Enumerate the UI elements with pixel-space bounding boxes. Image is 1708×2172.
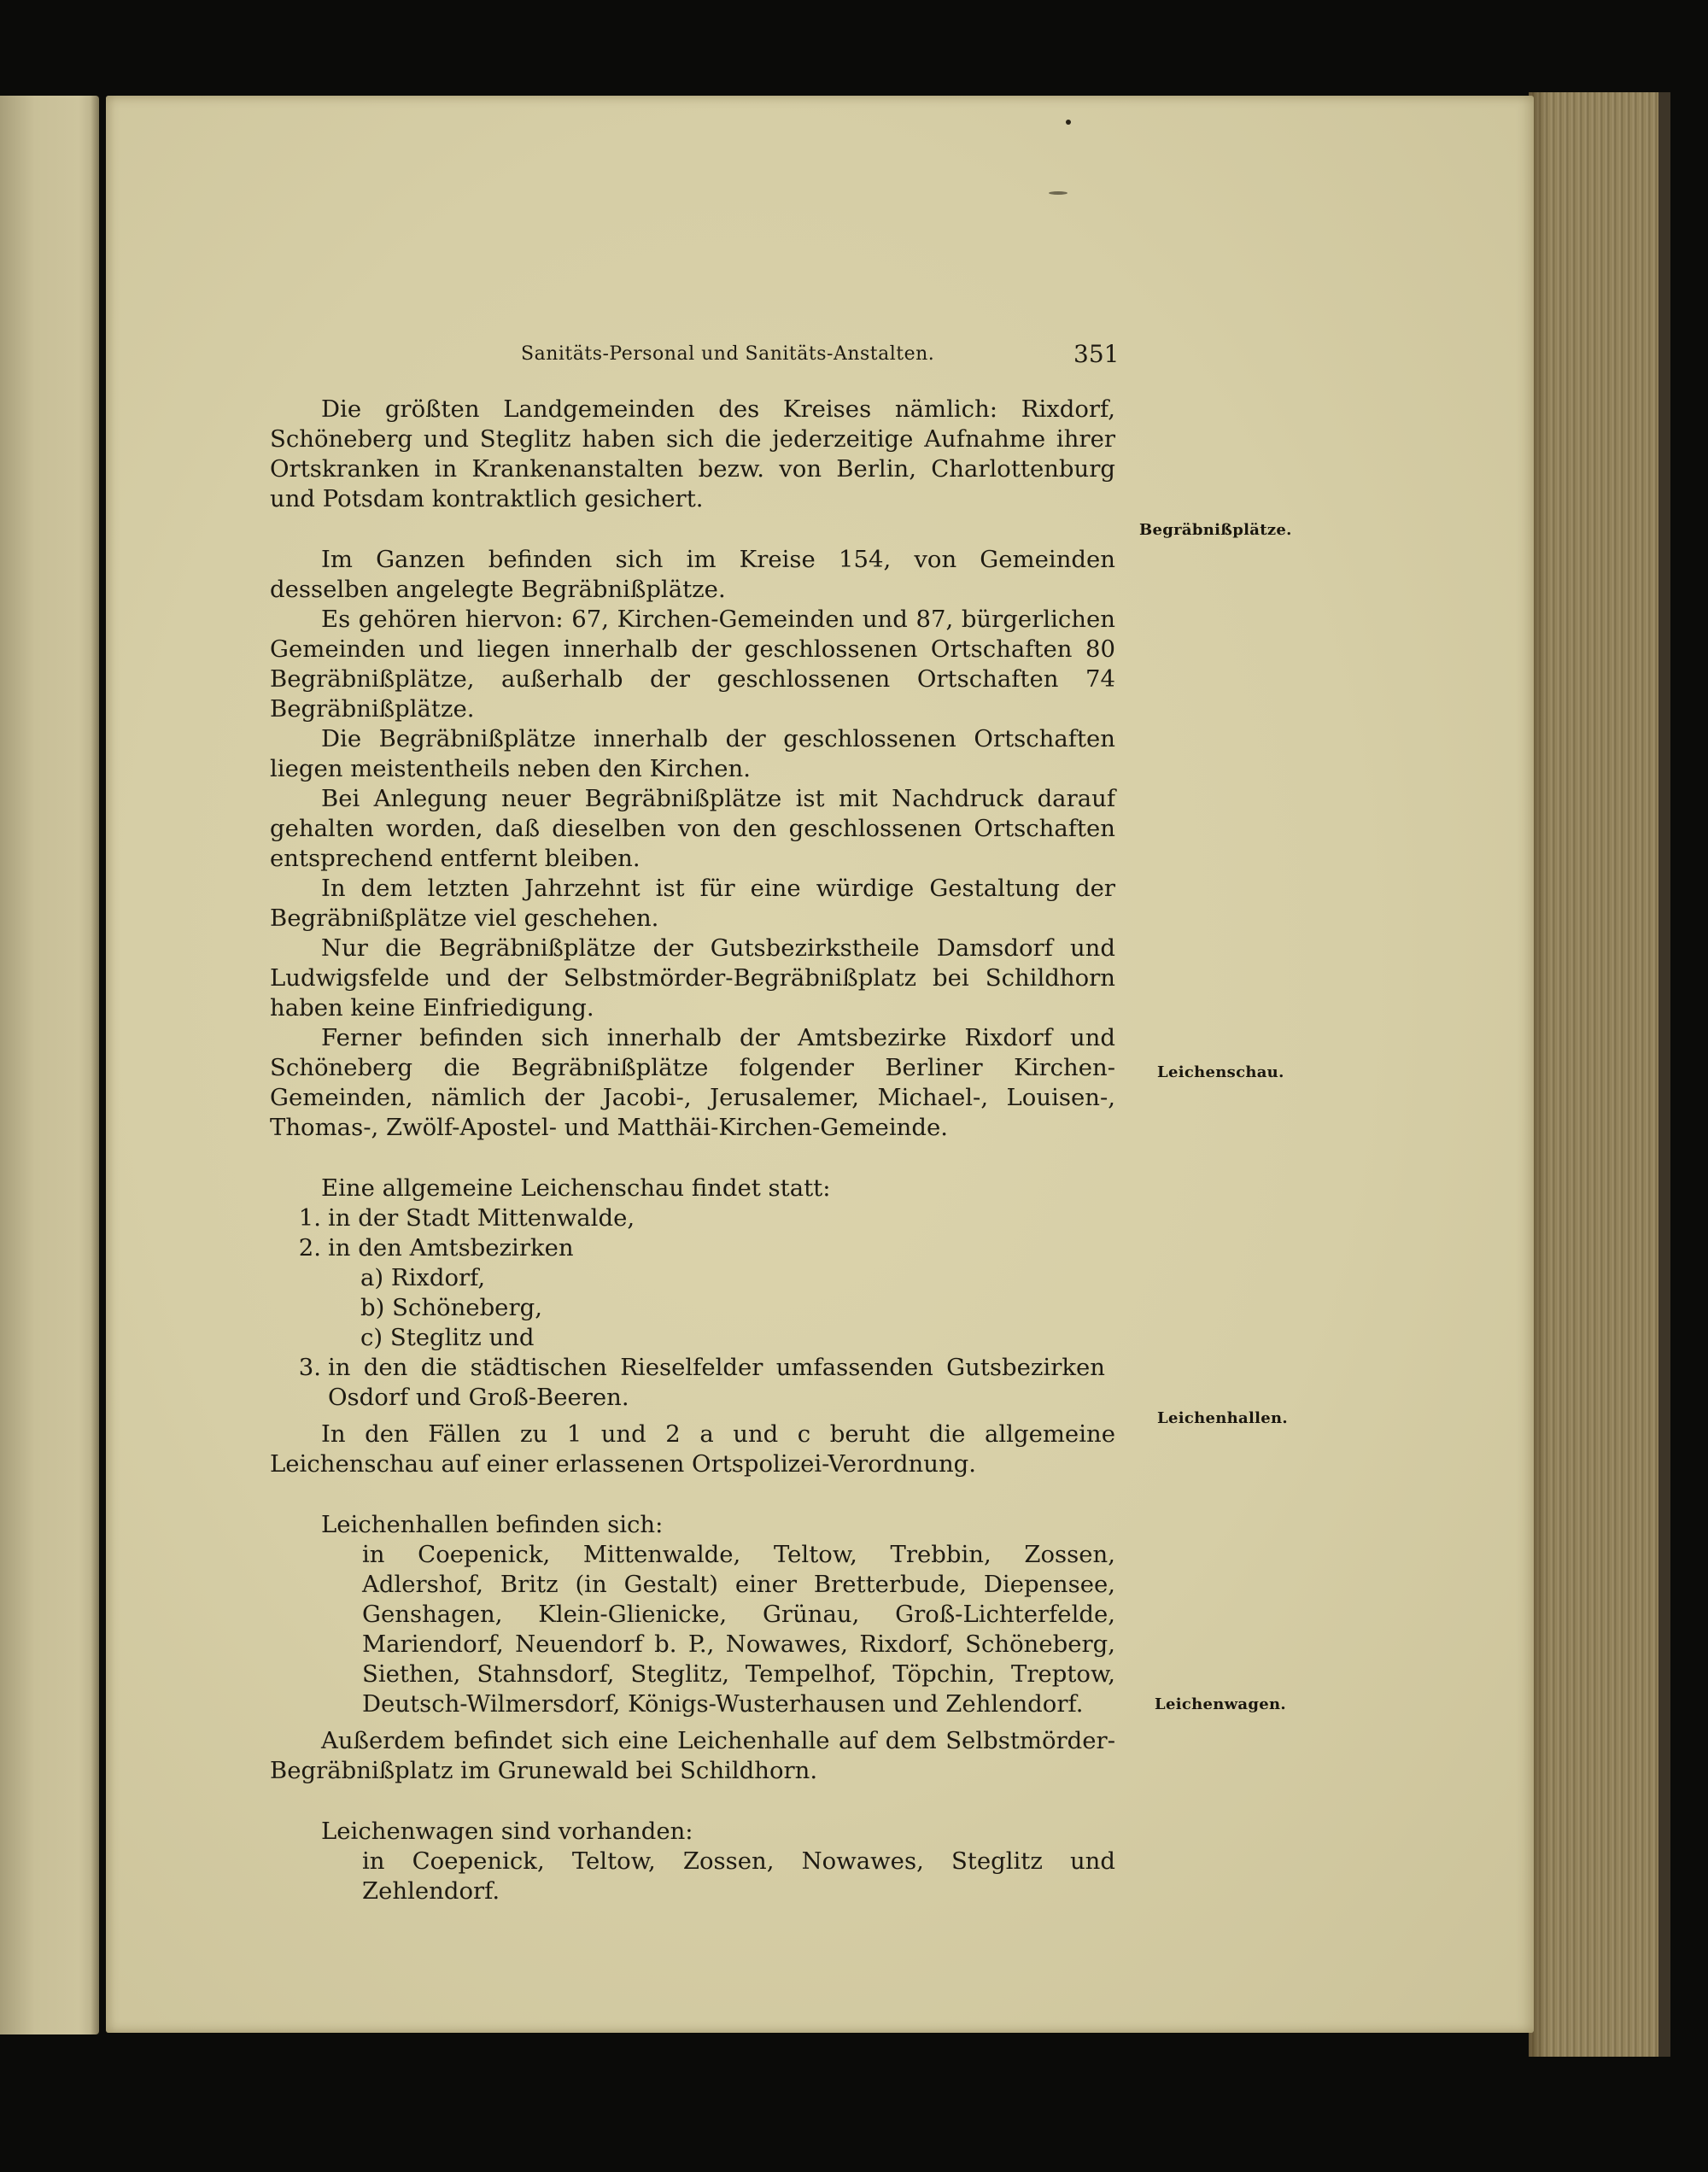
paragraph: Nur die Begräbnißplätze der Gutsbezirkstheile Damsdorf und Ludwigsfelde und der Selbstmörder-Begräbnißplatz bei Schildhorn haben keine Einfriedigung.: [270, 934, 1115, 1022]
list-text: in den Amtsbezirken: [328, 1234, 574, 1262]
body-text: [270, 395, 1115, 1906]
paragraph: Die größten Landgemeinden des Kreises nämlich: Rixdorf, Schöneberg und Steglitz haben sich die jederzeitige Aufnahme ihrer Ortskranken in Krankenanstalten bezw. von Berlin, Charlottenburg und Potsdam kontraktlich gesichert.: [270, 395, 1115, 512]
book-block-edge: [1529, 92, 1670, 2057]
paragraph: Bei Anlegung neuer Begräbnißplätze ist mit Nachdruck darauf gehalten worden, daß dieselben von den geschlossenen Ortschaften entsprechend entfernt bleiben.: [270, 785, 1115, 872]
list-subitem: b) Schöneberg,: [360, 1294, 542, 1321]
paragraph: Leichenwagen sind vorhanden:: [321, 1818, 693, 1845]
margin-note-begraebnisplaetze: Begräbnißplätze.: [1139, 521, 1292, 539]
paragraph: Im Ganzen befinden sich im Kreise 154, von Gemeinden desselben angelegte Begräbnißplätze.: [270, 546, 1115, 603]
list-number: 2.: [298, 1234, 321, 1262]
list-subitem: c) Steglitz und: [360, 1324, 535, 1351]
paper-speck: [1049, 191, 1068, 195]
paragraph: Es gehören hiervon: 67, Kirchen-Gemeinden und 87, bürgerlichen Gemeinden und liegen innerhalb der geschlossenen Ortschaften 80 Begräbnißplätze, außerhalb der geschlossenen Ortschaften 74 Begräbnißplätze.: [270, 606, 1115, 723]
paragraph: in Coepenick, Mittenwalde, Teltow, Trebbin, Zossen, Adlershof, Britz (in Gestalt) einer Bretterbude, Diepensee, Genshagen, Klein-Glienicke, Grünau, Groß-Lichterfelde, Mariendorf, Neuendorf b. P., Nowawes, Rixdorf, Schöneberg, Siethen, Stahnsdorf, Steglitz, Tempelhof, Töpchin, Treptow, Deutsch-Wilmersdorf, Königs-Wusterhausen und Zehlendorf.: [362, 1541, 1115, 1718]
paragraph: Außerdem befindet sich eine Leichenhalle auf dem Selbstmörder-Begräbnißplatz im Grunewald bei Schildhorn.: [270, 1727, 1115, 1784]
paragraph: Leichenhallen befinden sich:: [321, 1511, 664, 1538]
paragraph: Die Begräbnißplätze innerhalb der geschlossenen Ortschaften liegen meistentheils neben den Kirchen.: [270, 725, 1115, 782]
paragraph: In dem letzten Jahrzehnt ist für eine würdige Gestaltung der Begräbnißplätze viel geschehen.: [270, 875, 1115, 932]
margin-note-leichenschau: Leichenschau.: [1157, 1063, 1284, 1081]
list-item: [270, 1353, 1115, 1413]
paper-speck: [1066, 120, 1071, 125]
paragraph: In den Fällen zu 1 und 2 a und c beruht die allgemeine Leichenschau auf einer erlassenen Ortspolizei-Verordnung.: [270, 1420, 1115, 1478]
list-subitem: a) Rixdorf,: [360, 1264, 486, 1291]
list-number: 1.: [298, 1204, 321, 1232]
list-item: [270, 1233, 1115, 1263]
list-text: in der Stadt Mittenwalde,: [328, 1204, 635, 1232]
paragraph: in Coepenick, Teltow, Zossen, Nowawes, Steglitz und Zehlendorf.: [362, 1847, 1115, 1905]
list-text: in den die städtischen Rieselfelder umfassenden Gutsbezirken Osdorf und Groß-Beeren.: [328, 1354, 1105, 1411]
running-title: Sanitäts-Personal und Sanitäts-Anstalten.: [521, 343, 935, 365]
list-number: 3.: [298, 1354, 321, 1381]
paragraph: Ferner befinden sich innerhalb der Amtsbezirke Rixdorf und Schöneberg die Begräbnißplätze folgender Berliner Kirchen-Gemeinden, nämlich der Jacobi-, Jerusalemer, Michael-, Louisen-, Thomas-, Zwölf-Apostel- und Matthäi-Kirchen-Gemeinde.: [270, 1024, 1115, 1141]
paragraph: Eine allgemeine Leichenschau findet statt:: [321, 1174, 831, 1202]
previous-page-edge: [0, 96, 99, 2034]
margin-note-leichenwagen: Leichenwagen.: [1155, 1695, 1286, 1713]
list-item: [270, 1203, 1115, 1233]
page-number: 351: [1073, 340, 1120, 368]
leichenschau-list: [270, 1203, 1115, 1413]
running-head: [273, 340, 1127, 378]
margin-note-leichenhallen: Leichenhallen.: [1157, 1409, 1288, 1427]
